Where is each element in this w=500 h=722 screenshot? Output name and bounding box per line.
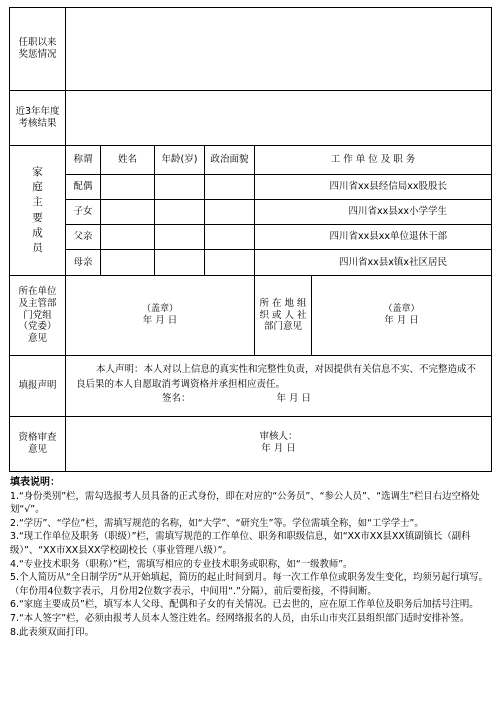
local-label-line: 所 在 地 组 [259,297,307,309]
registration-form-table [9,7,492,472]
father-work-field[interactable]: 四川省xx县xx单位退休干部 [255,225,492,250]
party-date-text: 年 月 日 [142,315,178,327]
father-age-field[interactable] [155,225,205,250]
family-label-char: 要 [32,211,43,224]
review-signer: 审核人： [259,431,298,442]
instruction-item: 8.此表须双面打印。 [10,626,94,638]
declaration-sign-line [76,392,483,407]
header-name: 姓名 [101,146,155,175]
child-work-field[interactable]: 四川省xx县xx小学学生 [255,200,492,225]
instruction-item: 1.“身份类别”栏，需勾选报考人员具备的正式身份，即在对应的“公务员”、“参公人员”、“选调生”栏目右边空格处划“√”。 [10,490,480,516]
local-stamp-text: （盖章） [383,303,420,314]
family-label-char: 庭 [32,181,43,194]
spouse-political-field[interactable] [205,175,255,200]
awards-label-line2: 奖惩情况 [18,49,57,60]
declaration-sign-label: 签名： [162,393,191,405]
header-political-status: 政治面貌 [205,146,255,175]
fill-instructions [10,476,490,639]
relation-father: 父亲 [66,225,101,250]
awards-label [10,8,66,91]
local-opinion-label [255,276,312,356]
declaration-date: 年 月 日 [276,393,312,405]
father-name-field[interactable] [101,225,155,250]
child-age-field[interactable] [155,200,205,225]
relation-spouse: 配偶 [66,175,101,200]
relation-child: 子女 [66,200,101,225]
party-label-line: 所在单位 [18,285,57,297]
assessment-label-line1: 近3年年度 [15,106,60,118]
assessment-field[interactable] [66,91,492,146]
instruction-item: 2.“学历”、“学位”栏，需填写规范的名称，如“大学”、“研究生”等。学位需填全称，如“工学学士”。 [10,517,424,529]
awards-label-line1: 任职以来 [18,37,57,49]
review-label-line1: 资格审查 [18,432,57,444]
family-label-char: 家 [32,165,43,178]
instruction-item: 3.“现工作单位及职务（职级）”栏，需填写规范的工作单位、职务和职级信息，如“XX市XX县XX镇副镇长（副科级）”、“XX市XX县XX学校副校长（事业管理八级）”。 [10,531,471,556]
header-work-unit: 工 作 单 位 及 职 务 [255,146,492,175]
assessment-label-line2: 考核结果 [18,118,57,129]
review-label [10,417,66,472]
mother-age-field[interactable] [155,250,205,276]
spouse-name-field[interactable] [101,175,155,200]
instruction-item: 7.“本人签字”栏，必须由报考人员本人签注姓名。经网络报名的人员，由乐山市夹江县组织部门适时安排补签。 [10,612,470,624]
family-label [10,146,66,276]
header-relation: 称谓 [66,146,101,175]
party-label-line: 门党组 [23,309,52,321]
family-label-char: 员 [32,241,43,254]
party-label-line: 及主管部 [18,297,57,309]
local-date-text: 年 月 日 [384,315,419,327]
instruction-item: 6.“家庭主要成员”栏，填写本人父母、配偶和子女的有关情况。已去世的，应在原工作单位及职务后加括号注明。 [10,599,479,611]
local-label-line: 织 或 人 社 [259,309,307,321]
instructions-title: 填表说明： [10,477,60,488]
relation-mother: 母亲 [66,250,101,276]
mother-political-field[interactable] [205,250,255,276]
review-label-line2: 意见 [27,444,47,455]
party-stamp-text: （盖章） [141,303,178,314]
declaration-field[interactable] [66,356,492,417]
local-label-line: 部门意见 [263,321,302,333]
spouse-work-field[interactable]: 四川省xx县经信局xx股股长 [255,175,492,200]
family-label-char: 主 [32,196,43,209]
instruction-item: 5.个人简历从“全日制学历”从开始填起，简历的起止时间到月。每一次工作单位或职务发生变化，均须另起行填写。（年份用4位数字表示，月份用2位数字表示，中间用“.”分隔），前后要衔接，不得间断。 [10,572,489,597]
mother-name-field[interactable] [101,250,155,276]
mother-work-field[interactable]: 四川省xx县x镇x社区居民 [255,250,492,276]
declaration-text: 本人声明：本人对以上信息的真实性和完整性负责，对因提供有关信息不实、不完整造成不良后果的本人自愿取消考调资格并承担相应责任。 [76,364,477,390]
review-field[interactable] [66,417,492,472]
declaration-label: 填报声明 [10,356,66,417]
assessment-label [10,91,66,146]
party-opinion-label [10,276,66,356]
child-name-field[interactable] [101,200,155,225]
party-opinion-field[interactable] [66,276,255,356]
local-opinion-field[interactable] [312,276,492,356]
spouse-age-field[interactable] [155,175,205,200]
header-age: 年龄(岁) [155,146,205,175]
party-label-line: （党委） [18,321,57,333]
awards-field[interactable] [66,8,492,91]
father-political-field[interactable] [205,225,255,250]
instruction-item: 4.“专业技术职务（职称）”栏，需填写相应的专业技术职务或职称，如“一级教师”。 [10,558,353,570]
child-political-field[interactable] [205,200,255,225]
review-date: 年 月 日 [261,442,296,454]
family-label-char: 成 [32,226,43,239]
party-label-line: 意见 [27,333,47,345]
